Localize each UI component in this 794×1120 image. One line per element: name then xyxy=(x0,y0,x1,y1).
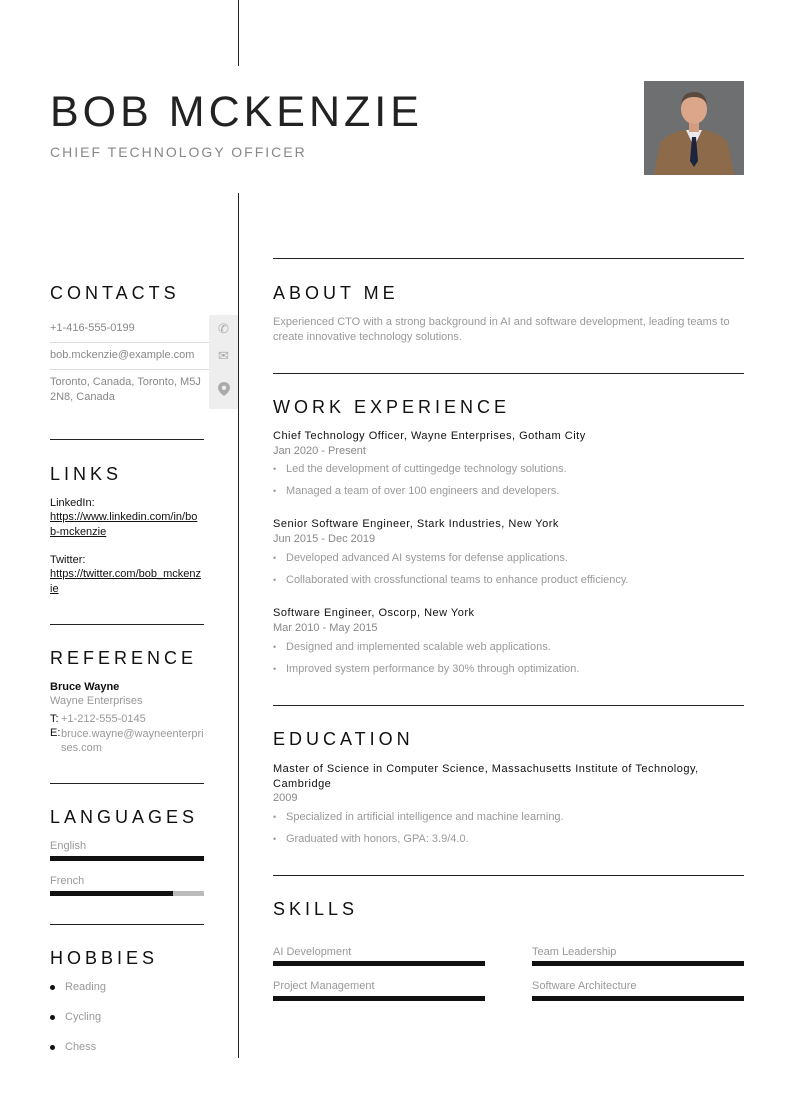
hobbies-divider xyxy=(50,924,204,925)
contact-phone-row xyxy=(50,315,238,343)
reference-company: Wayne Enterprises xyxy=(50,695,143,707)
language-level-bar xyxy=(50,891,173,896)
about-text: Experienced CTO with a strong background in AI and software development, leading teams to create innovative technology solutions. xyxy=(273,316,730,343)
job-bullet: • Managed a team of over 100 engineers and developers. xyxy=(286,485,559,497)
contact-email-row xyxy=(50,342,238,370)
skill-level-bar xyxy=(532,961,744,966)
languages-divider xyxy=(50,783,204,784)
reference-divider xyxy=(50,624,204,625)
phone-icon: ✆ xyxy=(209,315,238,342)
language-name: English xyxy=(50,840,87,852)
about-heading: ABOUT ME xyxy=(273,283,399,303)
job-bullet: • Led the development of cuttingedge technology solutions. xyxy=(286,463,567,475)
hobby-bullet xyxy=(50,1015,55,1020)
job-title: Senior Software Engineer, Stark Industries, New York xyxy=(273,518,559,530)
candidate-role: CHIEF TECHNOLOGY OFFICER xyxy=(50,144,307,160)
job-bullet: • Developed advanced AI systems for defense applications. xyxy=(286,552,568,564)
job-dates: Mar 2010 - May 2015 xyxy=(273,622,378,634)
skill-level-bar xyxy=(273,961,485,966)
education-degree: Master of Science in Computer Science, Massachusetts Institute of Technology, Cambridge xyxy=(273,763,699,790)
education-divider xyxy=(273,705,744,706)
language-name: French xyxy=(50,875,85,887)
job-bullet: • Collaborated with crossfunctional teams to enhance product efficiency. xyxy=(286,574,629,586)
linkedin-label: LinkedIn: xyxy=(50,497,95,509)
links-divider xyxy=(50,439,204,440)
job-bullet: • Designed and implemented scalable web applications. xyxy=(286,641,551,653)
about-divider xyxy=(273,258,744,259)
skill-name: Project Management xyxy=(273,980,375,992)
skill-name: Software Architecture xyxy=(532,980,637,992)
hobby-item: Chess xyxy=(65,1041,97,1053)
work-heading: WORK EXPERIENCE xyxy=(273,397,511,417)
twitter-label: Twitter: xyxy=(50,554,86,566)
education-bullet: • Specialized in artificial intelligence and machine learning. xyxy=(286,811,564,823)
job-dates: Jan 2020 - Present xyxy=(273,445,366,457)
profile-photo xyxy=(644,81,744,175)
envelope-icon: ✉ xyxy=(209,342,238,369)
education-heading: EDUCATION xyxy=(273,729,414,749)
work-divider xyxy=(273,373,744,374)
top-divider-line xyxy=(238,0,239,66)
linkedin-link[interactable]: https://www.linkedin.com/in/bob-mckenzie xyxy=(50,511,198,538)
languages-heading: LANGUAGES xyxy=(50,807,199,827)
skill-name: AI Development xyxy=(273,946,352,958)
contacts-heading: CONTACTS xyxy=(50,283,180,303)
links-heading: LINKS xyxy=(50,464,123,484)
reference-email-label: E: xyxy=(50,727,61,739)
hobbies-heading: HOBBIES xyxy=(50,948,159,968)
job-dates: Jun 2015 - Dec 2019 xyxy=(273,533,376,545)
hobby-bullet xyxy=(50,1045,55,1050)
reference-name: Bruce Wayne xyxy=(50,681,120,693)
job-bullet: • Improved system performance by 30% through optimization. xyxy=(286,663,579,675)
sidebar-divider-line xyxy=(238,193,239,1058)
education-year: 2009 xyxy=(273,792,298,804)
hobby-item: Reading xyxy=(65,981,106,993)
twitter-link[interactable]: https://twitter.com/bob_mckenzie xyxy=(50,568,202,595)
skill-level-bar xyxy=(273,996,485,1001)
skill-name: Team Leadership xyxy=(532,946,617,958)
skill-level-bar xyxy=(532,996,744,1001)
language-level-bar xyxy=(50,856,204,861)
reference-heading: REFERENCE xyxy=(50,648,198,668)
job-title: Chief Technology Officer, Wayne Enterprises, Gotham City xyxy=(273,430,586,442)
education-bullet: • Graduated with honors, GPA: 3.9/4.0. xyxy=(286,833,469,845)
contact-address: Toronto, Canada, Toronto, M5J 2N8, Canada xyxy=(50,376,201,403)
candidate-name: BOB MCKENZIE xyxy=(50,88,423,136)
contact-email[interactable]: bob.mckenzie@example.com xyxy=(50,349,195,361)
reference-phone-label: T: xyxy=(50,713,59,725)
hobby-bullet xyxy=(50,985,55,990)
hobby-item: Cycling xyxy=(65,1011,102,1023)
reference-email[interactable]: bruce.wayne@wayneenterprises.com xyxy=(61,728,204,754)
reference-phone[interactable]: +1-212-555-0145 xyxy=(61,713,146,725)
job-title: Software Engineer, Oscorp, New York xyxy=(273,607,475,619)
skills-heading: SKILLS xyxy=(273,899,359,919)
contact-phone[interactable]: +1-416-555-0199 xyxy=(50,322,135,334)
skills-divider xyxy=(273,875,744,876)
contact-address-row xyxy=(50,369,238,409)
location-pin-icon xyxy=(209,369,238,409)
